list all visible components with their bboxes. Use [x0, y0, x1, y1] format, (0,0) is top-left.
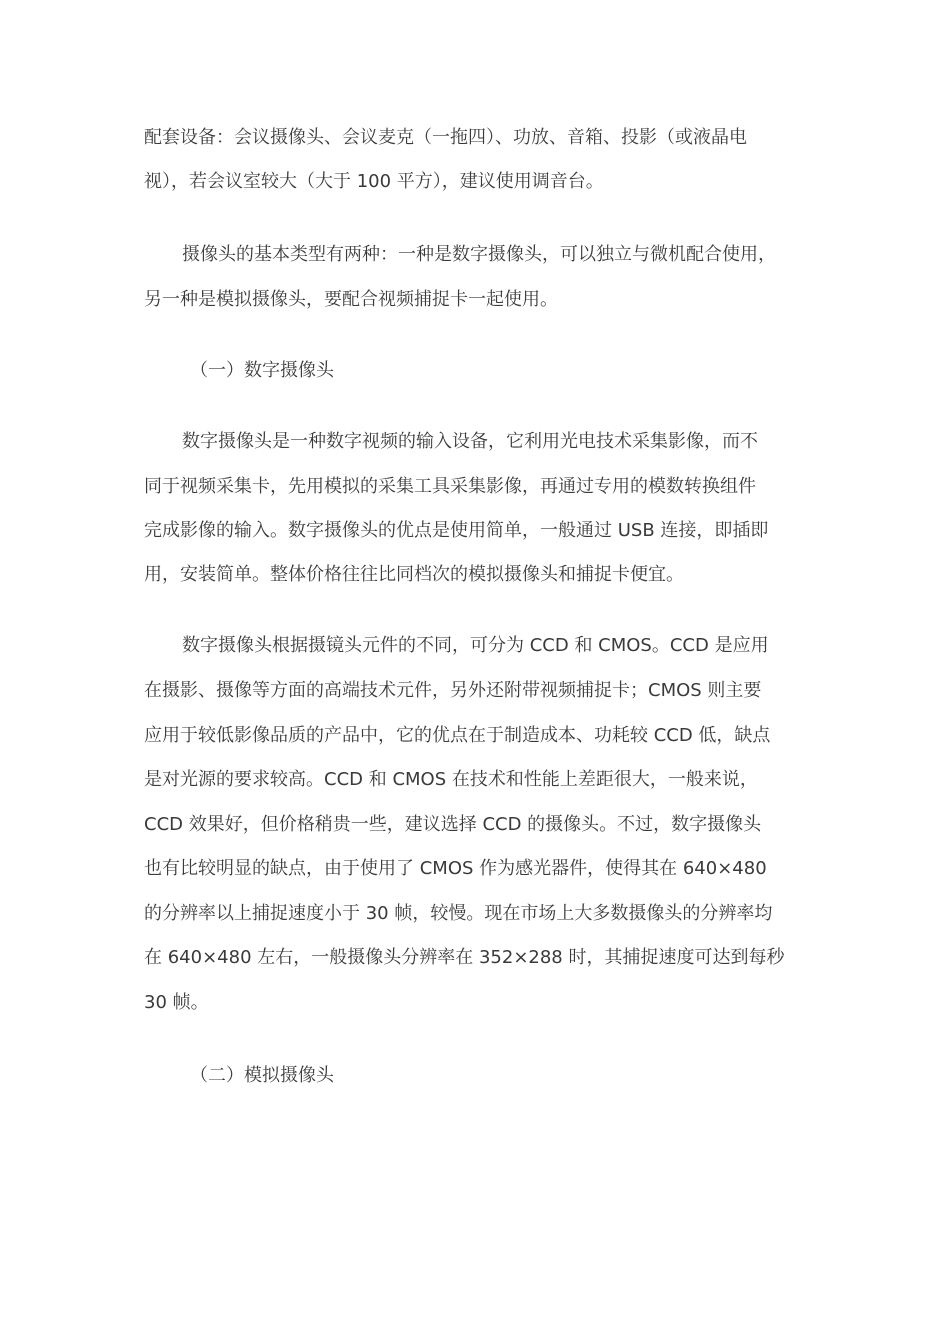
paragraph-3-line-2: 同于视频采集卡，先用模拟的采集工具采集影像，再通过专用的模数转换组件	[144, 476, 756, 497]
paragraph-4-line-8: 在 640×480 左右，一般摄像头分辨率在 352×288 时，其捕捉速度可达到每秒	[144, 947, 785, 968]
paragraph-4-line-9: 30 帧。	[144, 992, 209, 1013]
paragraph-3-line-4: 用，安装简单。整体价格往往比同档次的模拟摄像头和捕捉卡便宜。	[144, 564, 684, 585]
section-heading-analog-camera: （二）模拟摄像头	[190, 1065, 334, 1086]
paragraph-4-line-1: 数字摄像头根据摄镜头元件的不同，可分为 CCD 和 CMOS。CCD 是应用	[182, 635, 769, 656]
paragraph-4-line-3: 应用于较低影像品质的产品中，它的优点在于制造成本、功耗较 CCD 低，缺点	[144, 725, 771, 746]
paragraph-2-line-2: 另一种是模拟摄像头，要配合视频捕捉卡一起使用。	[144, 289, 558, 310]
paragraph-3-line-3: 完成影像的输入。数字摄像头的优点是使用简单，一般通过 USB 连接，即插即	[144, 520, 769, 541]
paragraph-4-line-7: 的分辨率以上捕捉速度小于 30 帧，较慢。现在市场上大多数摄像头的分辨率均	[144, 903, 773, 924]
paragraph-1-line-1: 配套设备：会议摄像头、会议麦克（一拖四）、功放、音箱、投影（或液晶电	[144, 127, 747, 148]
paragraph-4-line-2: 在摄影、摄像等方面的高端技术元件，另外还附带视频捕捉卡；CMOS 则主要	[144, 680, 762, 701]
section-heading-digital-camera: （一）数字摄像头	[190, 360, 334, 381]
paragraph-4-line-4: 是对光源的要求较高。CCD 和 CMOS 在技术和性能上差距很大，一般来说，	[144, 769, 758, 790]
paragraph-3-line-1: 数字摄像头是一种数字视频的输入设备，它利用光电技术采集影像，而不	[182, 431, 758, 452]
paragraph-1-line-2: 视），若会议室较大（大于 100 平方），建议使用调音台。	[144, 171, 604, 192]
paragraph-2-line-1: 摄像头的基本类型有两种：一种是数字摄像头，可以独立与微机配合使用，	[182, 244, 776, 265]
paragraph-4-line-6: 也有比较明显的缺点，由于使用了 CMOS 作为感光器件，使得其在 640×480	[144, 858, 767, 879]
paragraph-4-line-5: CCD 效果好，但价格稍贵一些，建议选择 CCD 的摄像头。不过，数字摄像头	[144, 814, 762, 835]
